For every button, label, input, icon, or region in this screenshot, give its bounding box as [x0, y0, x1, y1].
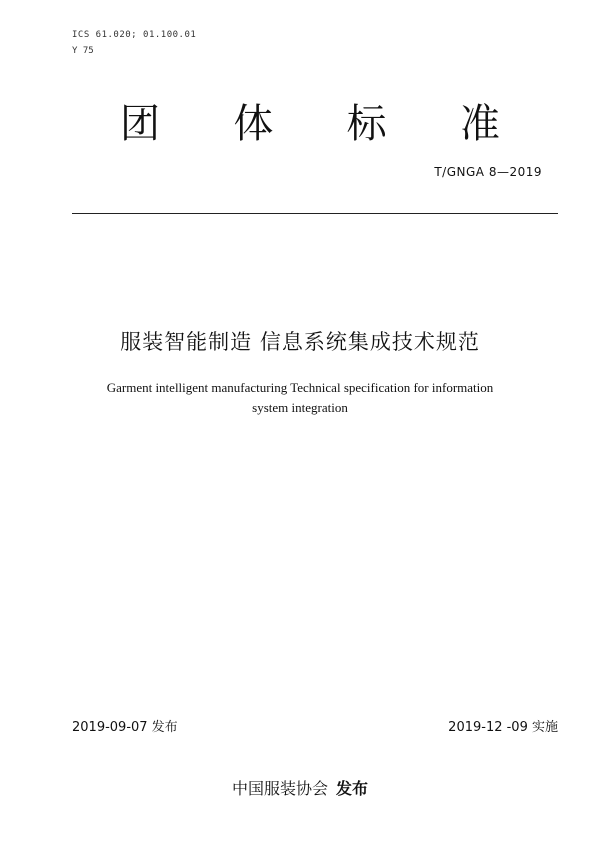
standard-code: T/GNGA 8—2019	[434, 165, 542, 179]
implementation-date: 2019-12 -09 实施	[448, 720, 558, 735]
standard-type-char: 标	[346, 101, 387, 147]
standard-type-char: 团	[120, 101, 160, 147]
title-english-line: system integration	[252, 400, 348, 415]
ccs-classification: Y 75	[72, 46, 94, 56]
standard-type-char: 准	[459, 101, 500, 147]
issue-date: 2019-09-07 发布	[72, 720, 178, 735]
document-title-english	[60, 378, 540, 418]
publisher-line	[0, 776, 600, 799]
standard-type-char: 体	[233, 101, 274, 147]
publisher-action: 发布	[336, 779, 369, 798]
header-divider	[72, 213, 558, 214]
ics-classification: ICS 61.020; 01.100.01	[72, 30, 197, 40]
standard-type-heading	[120, 100, 500, 148]
title-english-line: Garment intelligent manufacturing Technical specification for information	[106, 380, 494, 395]
publisher-organization: 中国服装协会	[231, 779, 328, 798]
document-title-chinese: 服装智能制造 信息系统集成技术规范	[120, 330, 480, 354]
